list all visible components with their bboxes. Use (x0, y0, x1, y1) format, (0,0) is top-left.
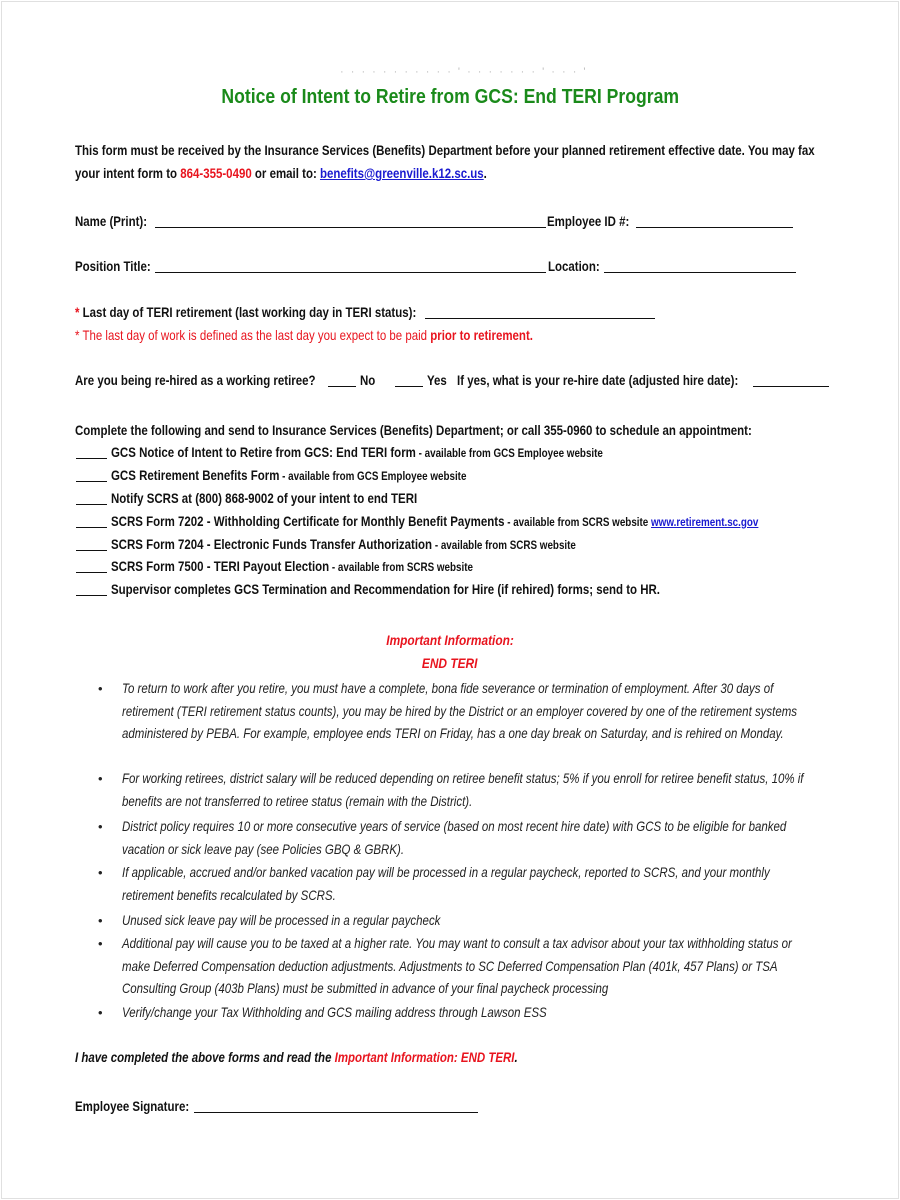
checklist-item (111, 581, 660, 597)
info-bullet-text: District policy requires 10 or more consecutive years of service (based on most recent hire date) with GCS to be eligible for banked vacation or sick leave pay (see Policies GBQ & GBRK). (122, 818, 787, 857)
email-link[interactable]: benefits@greenville.k12.sc.us (319, 165, 484, 181)
location-label: Location: (548, 258, 600, 274)
checklist-item (111, 467, 466, 483)
rehire-yes-blank[interactable] (395, 373, 423, 387)
last-day-field[interactable] (425, 305, 655, 319)
signature-label: Employee Signature: (75, 1098, 190, 1114)
faint-header-text: · · · · · · · · · · · ' · · · · · · · ' · · · ' (340, 66, 588, 78)
checklist-item-note: - available from SCRS website (432, 538, 576, 552)
checklist-item (111, 536, 576, 552)
intro-line-1: This form must be received by the Insurance Services (Benefits) Department before your planned retirement effective date. You may fax (75, 142, 815, 158)
checklist-item-label: SCRS Form 7204 - Electronic Funds Transfer Authorization (111, 536, 433, 552)
rehire-date-label: If yes, what is your re-hire date (adjusted hire date): (457, 372, 739, 388)
checklist-item-note: - available from SCRS website (329, 560, 473, 574)
intro-text: or email to: (251, 165, 320, 181)
checklist-item-note: - available from GCS Employee website (415, 446, 603, 460)
name-field[interactable] (155, 214, 546, 228)
rehire-no-label: No (360, 372, 376, 388)
location-field[interactable] (604, 259, 796, 273)
checklist-checkbox[interactable] (76, 445, 107, 459)
employee-id-label: Employee ID #: (547, 213, 630, 229)
bullet-icon: • (98, 913, 103, 928)
last-day-note (75, 327, 533, 343)
checklist-checkbox[interactable] (76, 468, 107, 482)
checklist-item (111, 490, 417, 506)
signature-field[interactable] (194, 1099, 478, 1113)
checklist-item (111, 444, 603, 460)
checklist-item (111, 558, 473, 574)
checklist-heading: Complete the following and send to Insurance Services (Benefits) Department; or call 355-0960 to schedule an appointment: (75, 422, 752, 438)
checklist-checkbox[interactable] (76, 582, 107, 596)
info-bullet-text: Additional pay will cause you to be taxed at a higher rate. You may want to consult a tax advisor about your tax withholding status or make Deferred Compensation deduction adjustments. Adjustments to SC Deferred Compensation Plan (401k, 457 Plans) or TSA Consulting Group (403b Plans) must be submitted in advance of your final paycheck processing (122, 935, 792, 996)
rehire-yes-label: Yes (427, 372, 447, 388)
checklist-checkbox[interactable] (76, 537, 107, 551)
important-heading-text: Important Information: (386, 632, 514, 648)
bullet-icon: • (98, 681, 103, 696)
checklist-item-label: Supervisor completes GCS Termination and Recommendation for Hire (if rehired) forms; send to HR. (111, 581, 661, 597)
checklist-item-label: GCS Retirement Benefits Form (111, 467, 280, 483)
info-bullet-text: To return to work after you retire, you must have a complete, bona fide severance or termination of employment. After 30 days of retirement (TERI retirement status counts), you may be hired by the District or an employer covered by one of the retirement systems administered by PEBA. For example, employee ends TERI on Friday, has a one day break on Saturday, and is rehired on Monday. (122, 680, 798, 741)
bullet-icon: • (98, 865, 103, 880)
acknowledgement-text: I have completed the above forms and read the (75, 1049, 335, 1065)
bullet-icon: • (98, 819, 103, 834)
name-label: Name (Print): (75, 213, 148, 229)
intro-text: . (483, 165, 487, 181)
page-title: Notice of Intent to Retire from GCS: End TERI Program (221, 86, 680, 108)
checklist-item-note: - available from GCS Employee website (279, 469, 467, 483)
bullet-icon: • (98, 771, 103, 786)
checklist-item-label: SCRS Form 7500 - TERI Payout Election (111, 558, 330, 574)
last-day-label-text: Last day of TERI retirement (last working day in TERI status): (79, 304, 417, 320)
checklist-checkbox[interactable] (76, 559, 107, 573)
end-teri-heading-text: END TERI (422, 655, 478, 671)
important-heading (0, 632, 900, 648)
rehire-question: Are you being re-hired as a working retiree? (75, 372, 316, 388)
scrs-website-link[interactable]: www.retirement.sc.gov (651, 515, 759, 529)
info-bullet-text: Verify/change your Tax Withholding and GCS mailing address through Lawson ESS (122, 1004, 547, 1020)
last-day-note-emphasis: prior to retirement. (430, 327, 533, 343)
employee-id-field[interactable] (636, 214, 793, 228)
info-bullet-text: If applicable, accrued and/or banked vacation pay will be processed in a regular paycheck, reported to SCRS, and your monthly retirement benefits recalculated by SCRS. (122, 864, 770, 903)
fax-number: 864-355-0490 (180, 165, 252, 181)
checklist-item-label: SCRS Form 7202 - Withholding Certificate for Monthly Benefit Payments (111, 513, 505, 529)
checklist-checkbox[interactable] (76, 491, 107, 505)
rehire-date-field[interactable] (753, 373, 829, 387)
acknowledgement-statement (75, 1049, 518, 1065)
intro-text: your intent form to (75, 165, 181, 181)
checklist-item (111, 513, 758, 529)
info-bullet-text: For working retirees, district salary will be reduced depending on retiree benefit status; 5% if you enroll for retiree benefit status, 10% if benefits are not transferred to retiree status (remain with the District). (122, 770, 804, 809)
checklist-checkbox[interactable] (76, 514, 107, 528)
checklist-item-label: GCS Notice of Intent to Retire from GCS: End TERI form (111, 444, 416, 460)
end-teri-heading (0, 655, 900, 671)
intro-line-2 (75, 165, 487, 181)
checklist-item-note: - available from SCRS website (504, 515, 652, 529)
position-title-label: Position Title: (75, 258, 151, 274)
info-bullet-text: Unused sick leave pay will be processed in a regular paycheck (122, 912, 441, 928)
rehire-no-blank[interactable] (328, 373, 356, 387)
position-title-field[interactable] (155, 259, 546, 273)
checklist-item-label: Notify SCRS at (800) 868-9002 of your intent to end TERI (111, 490, 418, 506)
last-day-label (75, 304, 416, 320)
bullet-icon: • (98, 1005, 103, 1020)
acknowledgement-text: . (514, 1049, 518, 1065)
bullet-icon: • (98, 936, 103, 951)
required-asterisk: * (75, 304, 80, 320)
acknowledgement-highlight: Important Information: END TERI (334, 1049, 515, 1065)
last-day-note-text: * The last day of work is defined as the last day you expect to be paid (75, 327, 431, 343)
